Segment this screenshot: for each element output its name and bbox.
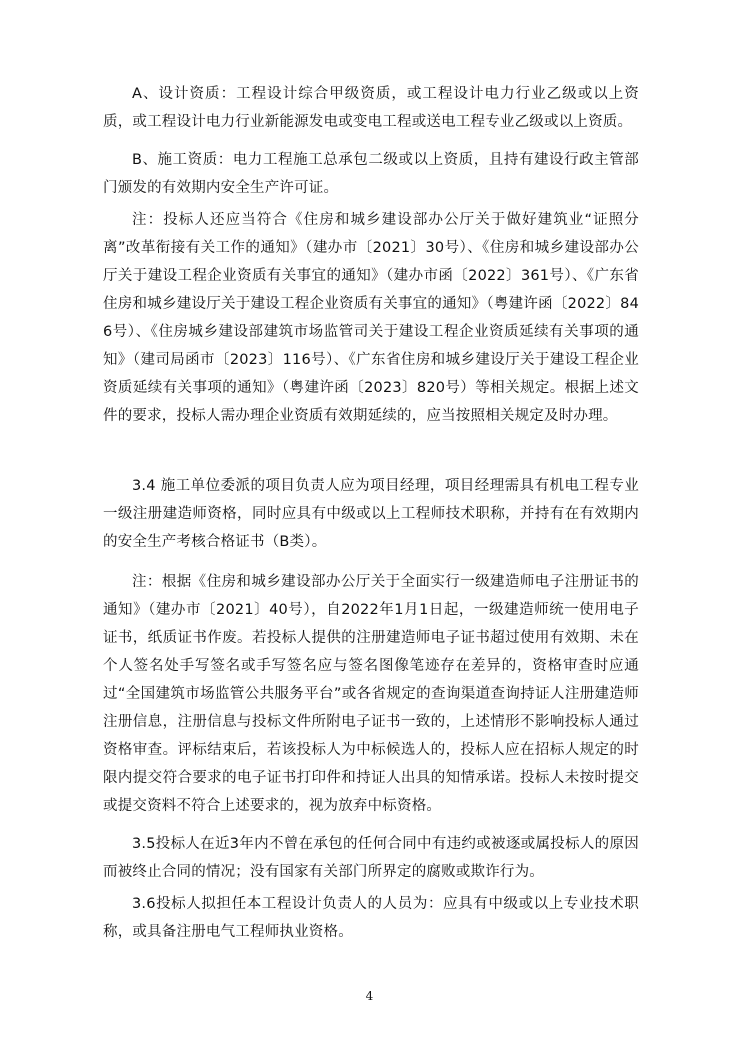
paragraph-contract-record: 3.5投标人在近3年内不曾在承包的任何合同中有违约或被逐或属投标人的原因而被终止合同的情况；没有国家有关部门所界定的腐败或欺诈行为。 [103,836,639,880]
paragraph-design-qualification: A、设计资质：工程设计综合甲级资质，或工程设计电力行业乙级或以上资质，或工程设计电力行业新能源发电或变电工程或送电工程专业乙级或以上资质。 [103,86,639,130]
paragraph-design-lead: 3.6投标人拟担任本工程设计负责人的人员为：应具有中级或以上专业技术职称，或具备注册电气工程师执业资格。 [103,896,639,940]
page-number: 4 [365,989,374,1003]
paragraph-construction-qualification: B、施工资质：电力工程施工总承包二级或以上资质，且持有建设行政主管部门颁发的有效期内安全生产许可证。 [103,152,639,196]
paragraph-note-electronic-certificate: 注：根据《住房和城乡建设部办公厅关于全面实行一级建造师电子注册证书的通知》（建办市〔2021〕40号），自2022年1月1日起，一级建造师统一使用电子证书，纸质证书作废。若投标人提供的注册建造师电子证书超过使用有效期、未在个人签名处手写签名或手写签名应与签名图像笔迹存在差异的，资格审查时应通过“全国建筑市场监管公共服务平台”或各省规定的查询渠道查询持证人注册建造师注册信息，注册信息与投标文件所附电子证书一致的，上述情形不影响投标人通过资格审查。评标结束后，若该投标人为中标候选人的，投标人应在招标人规定的时限内提交符合要求的电子证书打印件和持证人出具的知情承诺。投标人未按时提交或提交资料不符合上述要求的，视为放弃中标资格。 [103,574,639,814]
paragraph-note-enterprise-qualification: 注：投标人还应当符合《住房和城乡建设部办公厅关于做好建筑业“证照分离”改革衔接有关工作的通知》（建办市〔2021〕30号）、《住房和城乡建设部办公厅关于建设工程企业资质有关事宜的通知》（建办市函〔2022〕361号）、《广东省住房和城乡建设厅关于建设工程企业资质有关事宜的通知》（粤建许函〔2022〕846号）、《住房城乡建设部建筑市场监管司关于建设工程企业资质延续有关事项的通知》（建司局函市〔2023〕116号）、《广东省住房和城乡建设厅关于建设工程企业资质延续有关事项的通知》（粤建许函〔2023〕820号）等相关规定。根据上述文件的要求，投标人需办理企业资质有效期延续的，应当按照相关规定及时办理。 [103,212,639,424]
paragraph-project-manager: 3.4 施工单位委派的项目负责人应为项目经理，项目经理需具有机电工程专业一级注册建造师资格，同时应具有中级或以上工程师技术职称，并持有在有效期内的安全生产考核合格证书（B类）。 [103,478,639,550]
